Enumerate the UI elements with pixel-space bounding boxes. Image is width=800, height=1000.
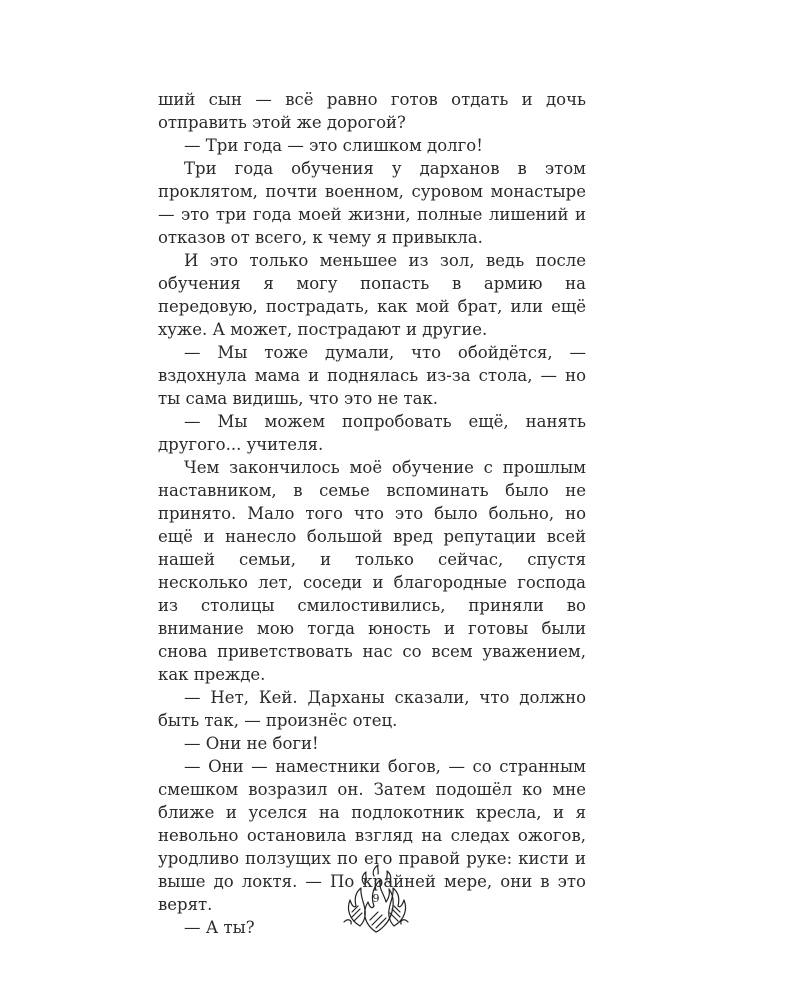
paragraph: — Три года — это слишком долго!: [184, 136, 483, 155]
paragraph: И это только меньшее из зол, ведь после обучения я могу попасть в армию на передовую, пострадать, как мой брат, или ещё хуже. А может, пострадают и другие.: [158, 251, 586, 339]
paragraph: — Мы можем попробовать ещё, нанять другого... учителя.: [158, 412, 586, 454]
paragraph: — Они — наместники богов, — со странным смешком возразил он. Затем подошёл ко мне ближе и уселся на подлокотник кресла, и я невольно остановила взгляд на следах ожогов, уродливо ползущих по его правой руке: кисти и выше до локтя. — По крайней мере, они в это верят.: [158, 757, 586, 914]
page-text: [158, 88, 586, 939]
paragraph: Чем закончилось моё обучение с прошлым наставником, в семье вспоминать было не принято. Мало того что это было больно, но ещё и нанесло большой вред репутации всей нашей семьи, и только сейчас, спустя несколько лет, соседи и благородные господа из столицы смилостивились, приняли во внимание мою тогда юность и готовы были снова приветствовать нас со всем уважением, как прежде.: [158, 458, 586, 684]
paragraph: — Мы тоже думали, что обойдётся, — вздохнула мама и поднялась из-за стола, — но ты сама видишь, что это не так.: [158, 343, 586, 408]
paragraph: — Нет, Кей. Дарханы сказали, что должно быть так, — произнёс отец.: [158, 688, 586, 730]
paragraph: — Они не боги!: [184, 734, 319, 753]
paragraph: — А ты?: [184, 918, 255, 937]
paragraph: ший сын — всё равно готов отдать и дочь отправить этой же дорогой?: [158, 90, 586, 132]
paragraph: Три года обучения у дарханов в этом проклятом, почти военном, суровом монастыре — это три года моей жизни, полные лишений и отказов от всего, к чему я привыкла.: [158, 159, 586, 247]
page-number: 9: [372, 892, 380, 905]
